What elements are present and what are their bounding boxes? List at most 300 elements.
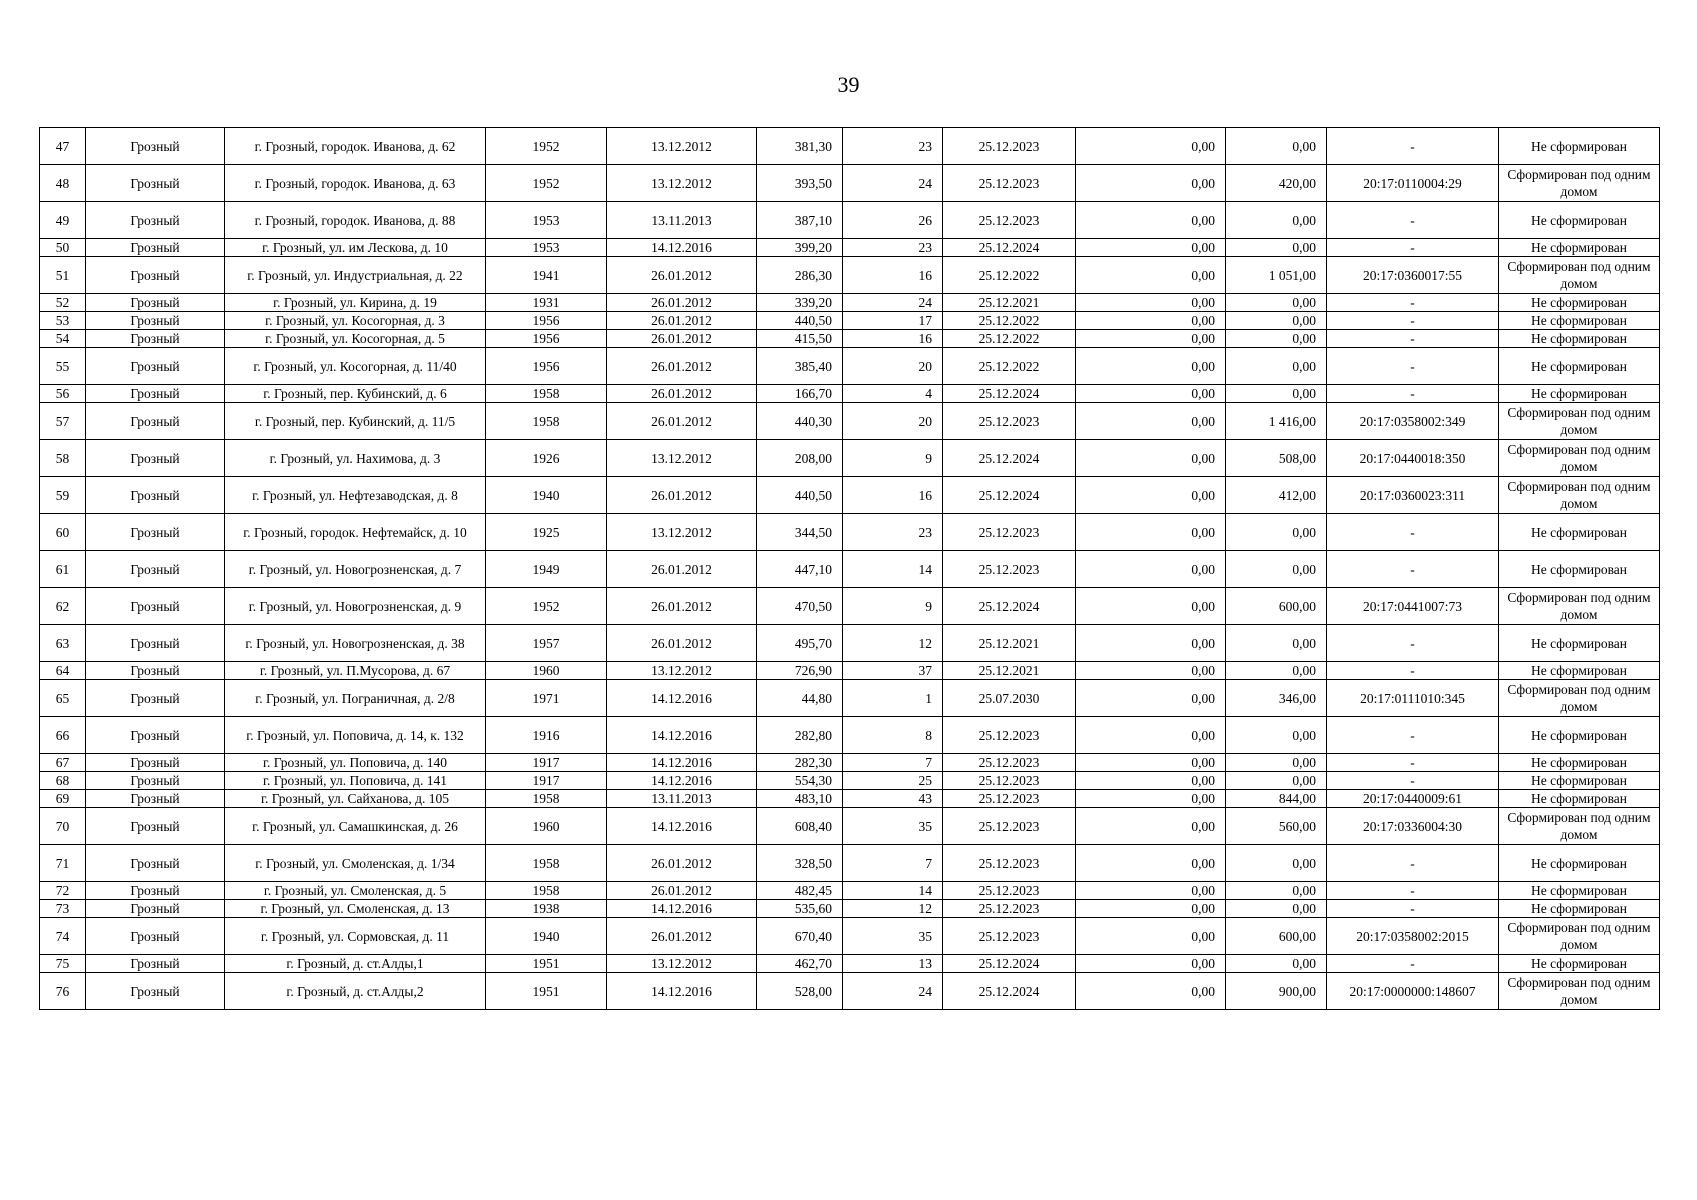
city-cell: Грозный [86, 588, 225, 625]
residents-cell: 24 [843, 165, 943, 202]
cadastral-number-cell: 20:17:0440009:61 [1327, 790, 1499, 808]
table-row [40, 128, 1660, 165]
land-area-cell: 900,00 [1226, 973, 1327, 1010]
land-area-cell: 420,00 [1226, 165, 1327, 202]
residents-cell: 20 [843, 348, 943, 385]
cadastral-number-cell: - [1327, 348, 1499, 385]
resettlement-date-cell: 25.12.2023 [943, 790, 1076, 808]
land-status-cell: Сформирован под одним домом [1499, 680, 1660, 717]
year-built-cell: 1926 [486, 440, 607, 477]
row-number-cell: 49 [40, 202, 86, 239]
resettlement-date-cell: 25.12.2022 [943, 257, 1076, 294]
residents-cell: 8 [843, 717, 943, 754]
address-cell: г. Грозный, пер. Кубинский, д. 11/5 [225, 403, 486, 440]
address-cell: г. Грозный, ул. Самашкинская, д. 26 [225, 808, 486, 845]
date-cell: 13.12.2012 [607, 165, 757, 202]
residents-cell: 14 [843, 551, 943, 588]
land-status-cell: Не сформирован [1499, 900, 1660, 918]
table-row [40, 348, 1660, 385]
cost-cell: 0,00 [1076, 973, 1226, 1010]
cost-cell: 0,00 [1076, 754, 1226, 772]
address-cell: г. Грозный, ул. Смоленская, д. 13 [225, 900, 486, 918]
address-cell: г. Грозный, ул. Поповича, д. 141 [225, 772, 486, 790]
year-built-cell: 1958 [486, 403, 607, 440]
land-status-cell: Не сформирован [1499, 294, 1660, 312]
cost-cell: 0,00 [1076, 312, 1226, 330]
area-cell: 462,70 [757, 955, 843, 973]
cost-cell: 0,00 [1076, 403, 1226, 440]
address-cell: г. Грозный, ул. Поповича, д. 140 [225, 754, 486, 772]
cost-cell: 0,00 [1076, 477, 1226, 514]
area-cell: 393,50 [757, 165, 843, 202]
cost-cell: 0,00 [1076, 514, 1226, 551]
row-number-cell: 71 [40, 845, 86, 882]
area-cell: 344,50 [757, 514, 843, 551]
residents-cell: 17 [843, 312, 943, 330]
city-cell: Грозный [86, 717, 225, 754]
area-cell: 208,00 [757, 440, 843, 477]
cadastral-number-cell: - [1327, 128, 1499, 165]
date-cell: 14.12.2016 [607, 680, 757, 717]
year-built-cell: 1940 [486, 918, 607, 955]
residents-cell: 16 [843, 257, 943, 294]
year-built-cell: 1956 [486, 330, 607, 348]
land-status-cell: Не сформирован [1499, 312, 1660, 330]
land-status-cell: Не сформирован [1499, 882, 1660, 900]
date-cell: 13.11.2013 [607, 202, 757, 239]
city-cell: Грозный [86, 477, 225, 514]
cadastral-number-cell: 20:17:0111010:345 [1327, 680, 1499, 717]
year-built-cell: 1951 [486, 973, 607, 1010]
table-row [40, 662, 1660, 680]
table-body [40, 128, 1660, 1010]
residents-cell: 23 [843, 514, 943, 551]
cadastral-number-cell: - [1327, 625, 1499, 662]
land-status-cell: Сформирован под одним домом [1499, 165, 1660, 202]
address-cell: г. Грозный, д. ст.Алды,2 [225, 973, 486, 1010]
residents-cell: 24 [843, 973, 943, 1010]
date-cell: 26.01.2012 [607, 625, 757, 662]
cadastral-number-cell: 20:17:0440018:350 [1327, 440, 1499, 477]
residents-cell: 14 [843, 882, 943, 900]
land-status-cell: Не сформирован [1499, 662, 1660, 680]
residents-cell: 9 [843, 588, 943, 625]
date-cell: 26.01.2012 [607, 330, 757, 348]
land-area-cell: 346,00 [1226, 680, 1327, 717]
year-built-cell: 1958 [486, 385, 607, 403]
resettlement-date-cell: 25.12.2023 [943, 900, 1076, 918]
residents-cell: 35 [843, 808, 943, 845]
date-cell: 26.01.2012 [607, 477, 757, 514]
land-area-cell: 0,00 [1226, 955, 1327, 973]
city-cell: Грозный [86, 772, 225, 790]
land-area-cell: 844,00 [1226, 790, 1327, 808]
cost-cell: 0,00 [1076, 440, 1226, 477]
date-cell: 26.01.2012 [607, 588, 757, 625]
cost-cell: 0,00 [1076, 882, 1226, 900]
row-number-cell: 72 [40, 882, 86, 900]
cadastral-number-cell: - [1327, 202, 1499, 239]
cadastral-number-cell: - [1327, 385, 1499, 403]
city-cell: Грозный [86, 955, 225, 973]
residents-cell: 43 [843, 790, 943, 808]
area-cell: 554,30 [757, 772, 843, 790]
area-cell: 528,00 [757, 973, 843, 1010]
table-row [40, 440, 1660, 477]
cadastral-number-cell: - [1327, 239, 1499, 257]
cadastral-number-cell: - [1327, 772, 1499, 790]
table-row [40, 845, 1660, 882]
year-built-cell: 1960 [486, 662, 607, 680]
date-cell: 26.01.2012 [607, 551, 757, 588]
cadastral-number-cell: 20:17:0358002:349 [1327, 403, 1499, 440]
residents-cell: 26 [843, 202, 943, 239]
area-cell: 399,20 [757, 239, 843, 257]
address-cell: г. Грозный, городок. Иванова, д. 88 [225, 202, 486, 239]
land-status-cell: Сформирован под одним домом [1499, 477, 1660, 514]
land-area-cell: 0,00 [1226, 202, 1327, 239]
land-area-cell: 1 051,00 [1226, 257, 1327, 294]
residents-cell: 1 [843, 680, 943, 717]
city-cell: Грозный [86, 128, 225, 165]
resettlement-date-cell: 25.07.2030 [943, 680, 1076, 717]
address-cell: г. Грозный, ул. Нахимова, д. 3 [225, 440, 486, 477]
table-row [40, 257, 1660, 294]
land-area-cell: 0,00 [1226, 348, 1327, 385]
year-built-cell: 1958 [486, 882, 607, 900]
city-cell: Грозный [86, 808, 225, 845]
year-built-cell: 1953 [486, 202, 607, 239]
cost-cell: 0,00 [1076, 845, 1226, 882]
address-cell: г. Грозный, ул. Поповича, д. 14, к. 132 [225, 717, 486, 754]
area-cell: 440,50 [757, 312, 843, 330]
table-row [40, 588, 1660, 625]
date-cell: 14.12.2016 [607, 772, 757, 790]
table-row [40, 385, 1660, 403]
residents-cell: 13 [843, 955, 943, 973]
year-built-cell: 1958 [486, 845, 607, 882]
cadastral-number-cell: 20:17:0336004:30 [1327, 808, 1499, 845]
year-built-cell: 1941 [486, 257, 607, 294]
land-area-cell: 0,00 [1226, 625, 1327, 662]
area-cell: 608,40 [757, 808, 843, 845]
year-built-cell: 1952 [486, 588, 607, 625]
area-cell: 440,50 [757, 477, 843, 514]
date-cell: 13.12.2012 [607, 955, 757, 973]
land-area-cell: 0,00 [1226, 900, 1327, 918]
land-status-cell: Сформирован под одним домом [1499, 403, 1660, 440]
land-area-cell: 600,00 [1226, 588, 1327, 625]
row-number-cell: 47 [40, 128, 86, 165]
resettlement-date-cell: 25.12.2024 [943, 477, 1076, 514]
address-cell: г. Грозный, ул. Косогорная, д. 11/40 [225, 348, 486, 385]
city-cell: Грозный [86, 551, 225, 588]
cost-cell: 0,00 [1076, 257, 1226, 294]
row-number-cell: 70 [40, 808, 86, 845]
cadastral-number-cell: - [1327, 330, 1499, 348]
city-cell: Грозный [86, 680, 225, 717]
year-built-cell: 1971 [486, 680, 607, 717]
table-row [40, 514, 1660, 551]
row-number-cell: 75 [40, 955, 86, 973]
resettlement-date-cell: 25.12.2023 [943, 202, 1076, 239]
land-area-cell: 0,00 [1226, 128, 1327, 165]
row-number-cell: 68 [40, 772, 86, 790]
city-cell: Грозный [86, 625, 225, 662]
city-cell: Грозный [86, 973, 225, 1010]
residents-cell: 35 [843, 918, 943, 955]
land-status-cell: Не сформирован [1499, 128, 1660, 165]
date-cell: 13.12.2012 [607, 662, 757, 680]
row-number-cell: 65 [40, 680, 86, 717]
address-cell: г. Грозный, ул. Новогрозненская, д. 38 [225, 625, 486, 662]
row-number-cell: 74 [40, 918, 86, 955]
resettlement-date-cell: 25.12.2022 [943, 348, 1076, 385]
address-cell: г. Грозный, ул. Смоленская, д. 1/34 [225, 845, 486, 882]
date-cell: 26.01.2012 [607, 312, 757, 330]
city-cell: Грозный [86, 790, 225, 808]
residents-cell: 23 [843, 239, 943, 257]
land-status-cell: Не сформирован [1499, 239, 1660, 257]
row-number-cell: 66 [40, 717, 86, 754]
cost-cell: 0,00 [1076, 717, 1226, 754]
land-area-cell: 0,00 [1226, 312, 1327, 330]
land-area-cell: 0,00 [1226, 294, 1327, 312]
table-row [40, 717, 1660, 754]
address-cell: г. Грозный, д. ст.Алды,1 [225, 955, 486, 973]
resettlement-date-cell: 25.12.2023 [943, 551, 1076, 588]
land-status-cell: Не сформирован [1499, 385, 1660, 403]
land-area-cell: 0,00 [1226, 551, 1327, 588]
resettlement-date-cell: 25.12.2024 [943, 588, 1076, 625]
date-cell: 14.12.2016 [607, 754, 757, 772]
table-row [40, 239, 1660, 257]
land-area-cell: 600,00 [1226, 918, 1327, 955]
land-area-cell: 0,00 [1226, 717, 1327, 754]
table-row [40, 330, 1660, 348]
resettlement-date-cell: 25.12.2024 [943, 440, 1076, 477]
cadastral-number-cell: - [1327, 662, 1499, 680]
date-cell: 26.01.2012 [607, 348, 757, 385]
address-cell: г. Грозный, ул. Нефтезаводская, д. 8 [225, 477, 486, 514]
row-number-cell: 56 [40, 385, 86, 403]
year-built-cell: 1952 [486, 165, 607, 202]
area-cell: 726,90 [757, 662, 843, 680]
land-status-cell: Сформирован под одним домом [1499, 973, 1660, 1010]
land-status-cell: Не сформирован [1499, 551, 1660, 588]
cadastral-number-cell: - [1327, 882, 1499, 900]
cadastral-number-cell: - [1327, 514, 1499, 551]
city-cell: Грозный [86, 330, 225, 348]
row-number-cell: 63 [40, 625, 86, 662]
residents-cell: 12 [843, 900, 943, 918]
area-cell: 339,20 [757, 294, 843, 312]
date-cell: 14.12.2016 [607, 717, 757, 754]
land-area-cell: 0,00 [1226, 845, 1327, 882]
table-row [40, 882, 1660, 900]
residents-cell: 9 [843, 440, 943, 477]
cost-cell: 0,00 [1076, 900, 1226, 918]
table-row [40, 790, 1660, 808]
resettlement-date-cell: 25.12.2023 [943, 128, 1076, 165]
date-cell: 14.12.2016 [607, 900, 757, 918]
land-area-cell: 560,00 [1226, 808, 1327, 845]
residents-cell: 23 [843, 128, 943, 165]
cost-cell: 0,00 [1076, 918, 1226, 955]
address-cell: г. Грозный, ул. Пограничная, д. 2/8 [225, 680, 486, 717]
residents-cell: 4 [843, 385, 943, 403]
city-cell: Грозный [86, 239, 225, 257]
address-cell: г. Грозный, ул. Новогрозненская, д. 7 [225, 551, 486, 588]
land-status-cell: Не сформирован [1499, 625, 1660, 662]
address-cell: г. Грозный, ул. им Лескова, д. 10 [225, 239, 486, 257]
land-area-cell: 0,00 [1226, 662, 1327, 680]
area-cell: 387,10 [757, 202, 843, 239]
year-built-cell: 1957 [486, 625, 607, 662]
row-number-cell: 50 [40, 239, 86, 257]
cost-cell: 0,00 [1076, 128, 1226, 165]
land-status-cell: Не сформирован [1499, 202, 1660, 239]
table-row [40, 973, 1660, 1010]
page-number: 39 [837, 72, 860, 97]
cadastral-number-cell: - [1327, 312, 1499, 330]
table-row [40, 477, 1660, 514]
address-cell: г. Грозный, городок. Нефтемайск, д. 10 [225, 514, 486, 551]
residents-cell: 24 [843, 294, 943, 312]
year-built-cell: 1917 [486, 772, 607, 790]
date-cell: 14.12.2016 [607, 808, 757, 845]
land-status-cell: Не сформирован [1499, 330, 1660, 348]
table-row [40, 294, 1660, 312]
table-row [40, 955, 1660, 973]
address-cell: г. Грозный, ул. Смоленская, д. 5 [225, 882, 486, 900]
cadastral-number-cell: - [1327, 717, 1499, 754]
area-cell: 415,50 [757, 330, 843, 348]
residents-cell: 16 [843, 330, 943, 348]
year-built-cell: 1925 [486, 514, 607, 551]
city-cell: Грозный [86, 662, 225, 680]
year-built-cell: 1949 [486, 551, 607, 588]
land-status-cell: Не сформирован [1499, 717, 1660, 754]
table-row [40, 772, 1660, 790]
table-row [40, 918, 1660, 955]
residents-cell: 25 [843, 772, 943, 790]
resettlement-date-cell: 25.12.2023 [943, 754, 1076, 772]
cost-cell: 0,00 [1076, 790, 1226, 808]
cost-cell: 0,00 [1076, 808, 1226, 845]
date-cell: 26.01.2012 [607, 385, 757, 403]
cadastral-number-cell: - [1327, 845, 1499, 882]
address-cell: г. Грозный, ул. Косогорная, д. 5 [225, 330, 486, 348]
land-status-cell: Сформирован под одним домом [1499, 918, 1660, 955]
city-cell: Грозный [86, 918, 225, 955]
address-cell: г. Грозный, ул. Индустриальная, д. 22 [225, 257, 486, 294]
table-row [40, 808, 1660, 845]
date-cell: 26.01.2012 [607, 294, 757, 312]
year-built-cell: 1938 [486, 900, 607, 918]
row-number-cell: 59 [40, 477, 86, 514]
year-built-cell: 1917 [486, 754, 607, 772]
land-status-cell: Не сформирован [1499, 790, 1660, 808]
date-cell: 26.01.2012 [607, 845, 757, 882]
city-cell: Грозный [86, 294, 225, 312]
cost-cell: 0,00 [1076, 330, 1226, 348]
area-cell: 44,80 [757, 680, 843, 717]
land-area-cell: 412,00 [1226, 477, 1327, 514]
resettlement-date-cell: 25.12.2023 [943, 165, 1076, 202]
land-area-cell: 1 416,00 [1226, 403, 1327, 440]
year-built-cell: 1956 [486, 348, 607, 385]
cost-cell: 0,00 [1076, 551, 1226, 588]
cadastral-number-cell: 20:17:0358002:2015 [1327, 918, 1499, 955]
resettlement-date-cell: 25.12.2023 [943, 514, 1076, 551]
land-area-cell: 0,00 [1226, 882, 1327, 900]
date-cell: 26.01.2012 [607, 403, 757, 440]
city-cell: Грозный [86, 403, 225, 440]
address-cell: г. Грозный, ул. Кирина, д. 19 [225, 294, 486, 312]
year-built-cell: 1953 [486, 239, 607, 257]
cadastral-number-cell: 20:17:0360023:311 [1327, 477, 1499, 514]
area-cell: 535,60 [757, 900, 843, 918]
date-cell: 13.11.2013 [607, 790, 757, 808]
row-number-cell: 64 [40, 662, 86, 680]
residents-cell: 16 [843, 477, 943, 514]
address-cell: г. Грозный, ул. Новогрозненская, д. 9 [225, 588, 486, 625]
address-cell: г. Грозный, ул. Сайханова, д. 105 [225, 790, 486, 808]
residents-cell: 37 [843, 662, 943, 680]
row-number-cell: 58 [40, 440, 86, 477]
cost-cell: 0,00 [1076, 588, 1226, 625]
row-number-cell: 76 [40, 973, 86, 1010]
cadastral-number-cell: 20:17:0000000:148607 [1327, 973, 1499, 1010]
area-cell: 483,10 [757, 790, 843, 808]
land-status-cell: Не сформирован [1499, 754, 1660, 772]
land-status-cell: Сформирован под одним домом [1499, 257, 1660, 294]
table-row [40, 202, 1660, 239]
land-status-cell: Не сформирован [1499, 348, 1660, 385]
resettlement-date-cell: 25.12.2024 [943, 973, 1076, 1010]
city-cell: Грозный [86, 845, 225, 882]
area-cell: 495,70 [757, 625, 843, 662]
area-cell: 447,10 [757, 551, 843, 588]
date-cell: 13.12.2012 [607, 128, 757, 165]
year-built-cell: 1960 [486, 808, 607, 845]
cadastral-number-cell: - [1327, 900, 1499, 918]
row-number-cell: 48 [40, 165, 86, 202]
land-area-cell: 0,00 [1226, 239, 1327, 257]
cost-cell: 0,00 [1076, 955, 1226, 973]
row-number-cell: 51 [40, 257, 86, 294]
table-row [40, 680, 1660, 717]
date-cell: 26.01.2012 [607, 257, 757, 294]
cost-cell: 0,00 [1076, 348, 1226, 385]
date-cell: 13.12.2012 [607, 514, 757, 551]
year-built-cell: 1952 [486, 128, 607, 165]
address-cell: г. Грозный, ул. П.Мусорова, д. 67 [225, 662, 486, 680]
city-cell: Грозный [86, 202, 225, 239]
land-area-cell: 0,00 [1226, 754, 1327, 772]
cost-cell: 0,00 [1076, 202, 1226, 239]
year-built-cell: 1956 [486, 312, 607, 330]
cost-cell: 0,00 [1076, 680, 1226, 717]
cost-cell: 0,00 [1076, 165, 1226, 202]
housing-table [39, 127, 1660, 1010]
area-cell: 166,70 [757, 385, 843, 403]
land-status-cell: Не сформирован [1499, 514, 1660, 551]
land-status-cell: Не сформирован [1499, 772, 1660, 790]
address-cell: г. Грозный, ул. Косогорная, д. 3 [225, 312, 486, 330]
land-area-cell: 0,00 [1226, 772, 1327, 790]
